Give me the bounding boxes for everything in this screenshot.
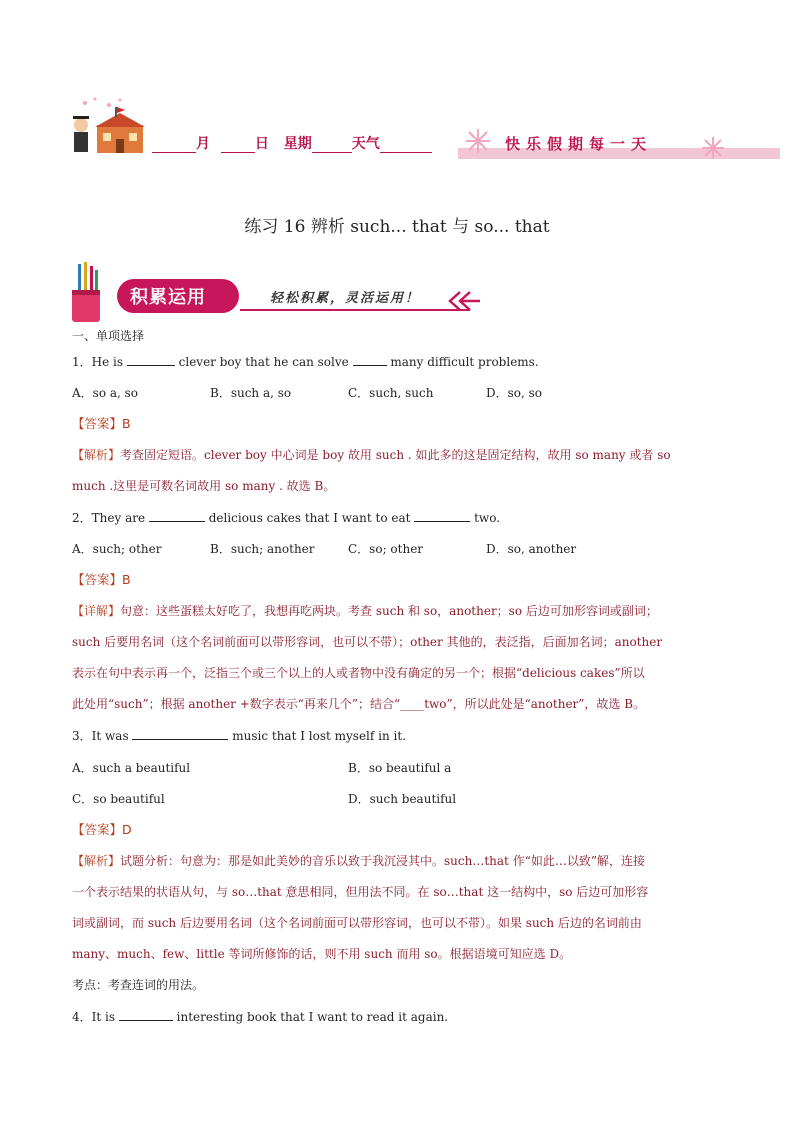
blank[interactable] [353, 353, 387, 366]
explanation-2-line: 【详解】句意：这些蛋糕太好吃了，我想再吃两块。考查 such 和 so，another；so 后边可加形容词或副词； [72, 604, 658, 618]
snowflake-icon [700, 135, 726, 161]
weather-label: 天气 [351, 136, 380, 152]
page-title: 练习 16 辨析 such... that 与 so... that [244, 217, 550, 237]
answer-2: 【答案】B [72, 572, 131, 587]
option-c[interactable]: C．so; other [348, 542, 424, 556]
question-3-stem: 3．It was music that I lost myself in it. [72, 729, 406, 743]
blank[interactable] [414, 509, 470, 522]
question-4-stem: 4．It is interesting book that I want to read it again. [72, 1010, 449, 1024]
blank[interactable] [119, 1008, 173, 1021]
option-c[interactable]: C．so beautiful [72, 792, 165, 806]
option-d[interactable]: D．so, another [486, 542, 577, 556]
option-b[interactable]: B．such; another [210, 542, 315, 556]
month-blank[interactable] [152, 138, 196, 153]
option-b[interactable]: B．such a, so [210, 386, 292, 400]
option-d[interactable]: D．such beautiful [348, 792, 457, 806]
page-header [0, 95, 794, 165]
weekday-blank[interactable] [312, 138, 352, 153]
weekday-label: 星期 [283, 136, 312, 152]
explanation-1-line: much .这里是可数名词故用 so many . 故选 B。 [72, 479, 336, 493]
motto-text: 快乐假期每一天 [505, 135, 653, 153]
blank[interactable] [132, 727, 228, 740]
banner-underline [240, 309, 470, 311]
teacher-school-illustration-icon [65, 95, 155, 157]
day-blank[interactable] [221, 138, 255, 153]
blank[interactable] [149, 509, 205, 522]
question-1-stem: 1．He is clever boy that he can solve many difficult problems. [72, 355, 539, 369]
date-weather-line [152, 133, 432, 153]
pencil-cup-icon [68, 262, 104, 324]
section-banner-label: 积累运用 [130, 287, 206, 308]
explanation-2-line: such 后要用名词（这个名词前面可以带形容词，也可以不带）；other 其他的，表泛指，后面加名词；another [72, 635, 663, 649]
month-label: 月 [196, 136, 210, 152]
answer-1: 【答案】B [72, 416, 131, 431]
option-d[interactable]: D．so, so [486, 386, 543, 400]
key-point-note: 考点：考查连词的用法。 [72, 978, 205, 992]
explanation-3-line: 词或副词，而 such 后边要用名词（这个名词前面可以带形容词，也可以不带）。如果 such 后边的名词前由 [72, 916, 642, 930]
explanation-3-line: 一个表示结果的状语从句，与 so…that 意思相同，但用法不同。在 so…that 这一结构中，so 后边可加形容 [72, 885, 649, 899]
day-label: 日 [254, 136, 269, 152]
question-2-stem: 2．They are delicious cakes that I want to eat two. [72, 511, 501, 525]
option-a[interactable]: A．so a, so [72, 386, 139, 400]
option-c[interactable]: C．such, such [348, 386, 434, 400]
answer-3: 【答案】D [72, 822, 132, 837]
explanation-2-line: 表示在句中表示再一个，泛指三个或三个以上的人或者物中没有确定的另一个；根据“delicious cakes”所以 [72, 666, 645, 680]
banner-slogan: 轻松积累，灵活运用！ [270, 291, 421, 306]
section-heading: 一、单项选择 [72, 329, 145, 343]
double-arrow-left-icon [446, 290, 482, 312]
option-a[interactable]: A．such a beautiful [72, 761, 191, 775]
option-b[interactable]: B．so beautiful a [348, 761, 452, 775]
blank[interactable] [127, 353, 175, 366]
snowflake-icon [464, 127, 492, 155]
explanation-3-line: 【解析】试题分析：句意为：那是如此美妙的音乐以致于我沉浸其中。such…that 作“如此…以致”解，连接 [72, 854, 645, 868]
explanation-3-line: many、much、few、little 等词所修饰的话，则不用 such 而用 so。根据语境可知应选 D。 [72, 947, 572, 961]
option-a[interactable]: A．such; other [72, 542, 162, 556]
explanation-2-line: 此处用“such”；根据 another +数字表示“再来几个”；结合“____two”，所以此处是“another”，故选 B。 [72, 697, 646, 711]
weather-blank[interactable] [380, 138, 432, 153]
explanation-1-line: 【解析】考查固定短语。clever boy 中心词是 boy 故用 such . 如此多的这是固定结构，故用 so many 或者 so [72, 448, 671, 462]
